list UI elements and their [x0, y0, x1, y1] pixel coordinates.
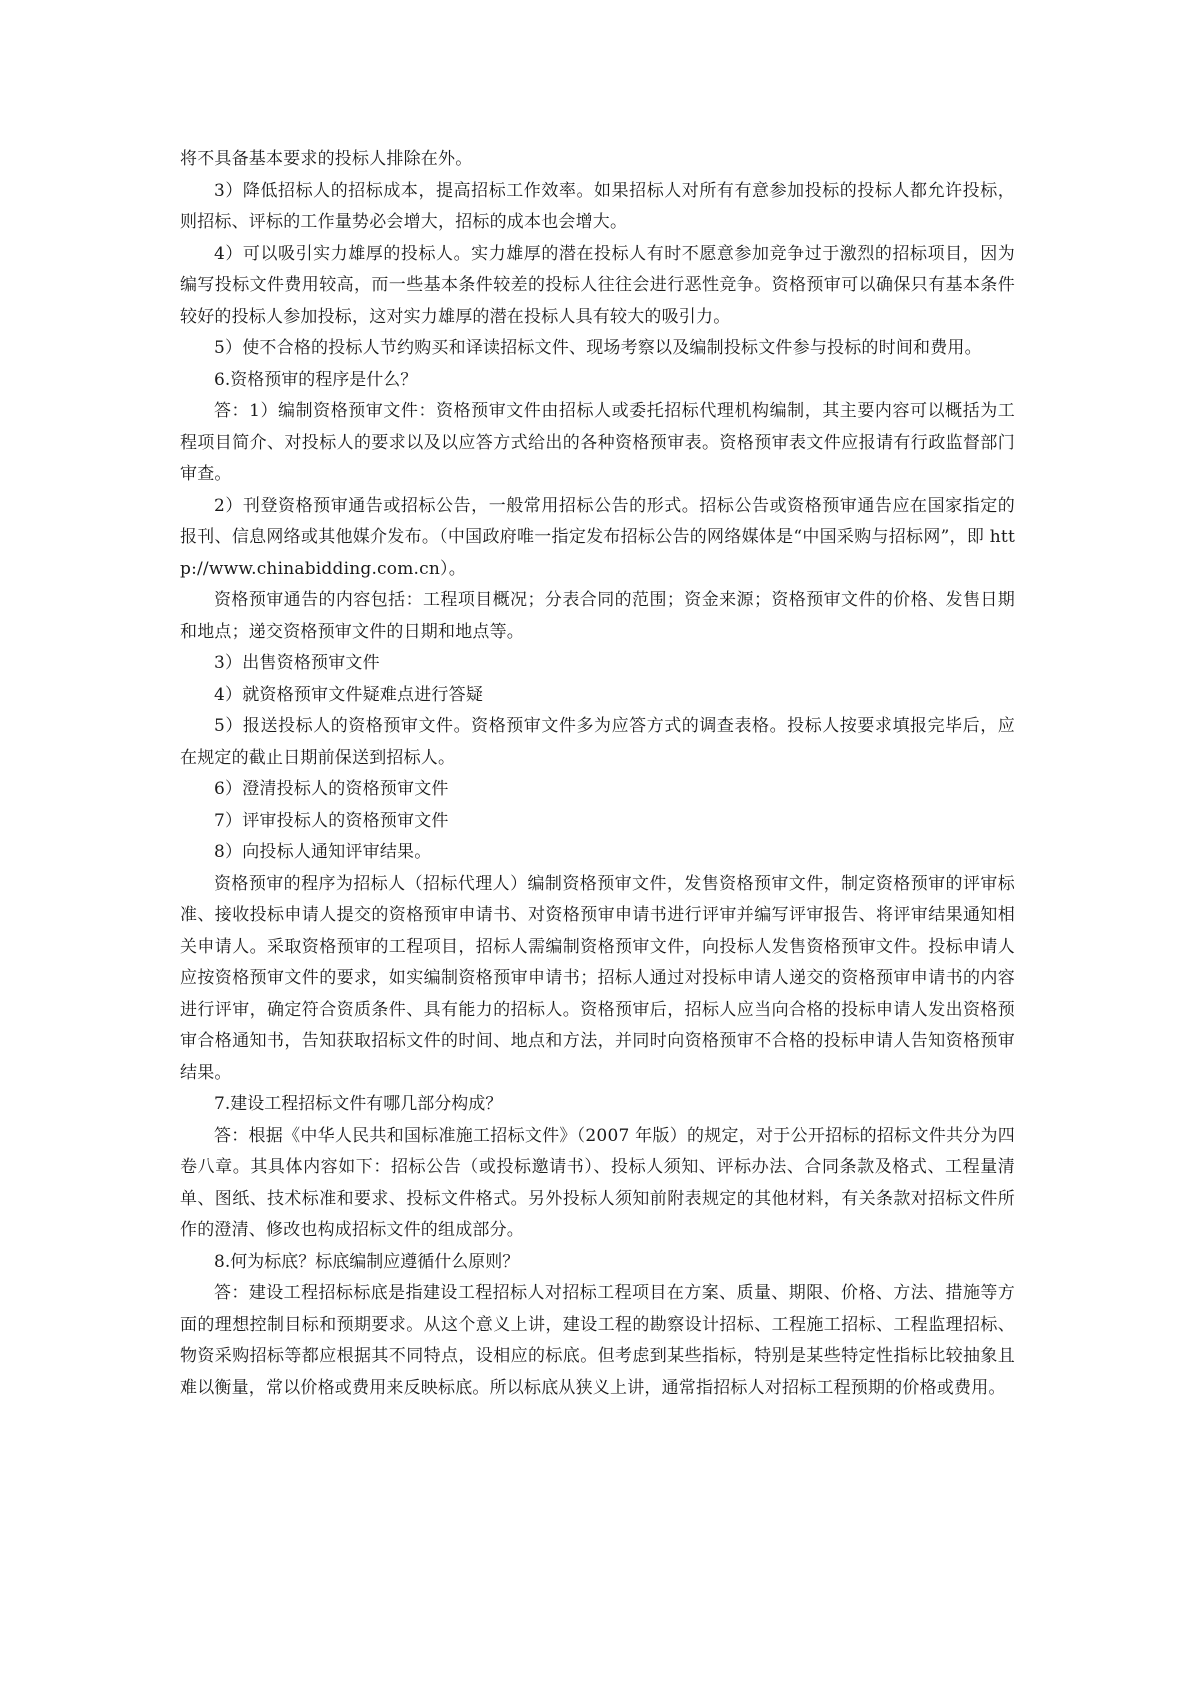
paragraph: 2）刊登资格预审通告或招标公告，一般常用招标公告的形式。招标公告或资格预审通告应在国家指定的报刊、信息网络或其他媒介发布。（中国政府唯一指定发布招标公告的网络媒体是“中国采购与招标网”，即 http://www.chinabidding.com.cn）。: [180, 495, 1015, 579]
paragraph: 6）澄清投标人的资格预审文件: [214, 779, 449, 799]
paragraph: 4）可以吸引实力雄厚的投标人。实力雄厚的潜在投标人有时不愿意参加竞争过于激烈的招标项目，因为编写投标文件费用较高，而一些基本条件较差的投标人往往会进行恶性竞争。资格预审可以确保只有基本条件较好的投标人参加投标，这对实力雄厚的潜在投标人具有较大的吸引力。: [180, 243, 1015, 327]
paragraph: 将不具备基本要求的投标人排除在外。: [180, 149, 473, 169]
paragraph: 资格预审通告的内容包括：工程项目概况；分表合同的范围；资金来源；资格预审文件的价格、发售日期和地点；递交资格预审文件的日期和地点等。: [180, 590, 1015, 642]
paragraph: 资格预审的程序为招标人（招标代理人）编制资格预审文件，发售资格预审文件，制定资格预审的评审标准、接收投标申请人提交的资格预审申请书、对资格预审申请书进行评审并编写评审报告、将评审结果通知相关申请人。采取资格预审的工程项目，招标人需编制资格预审文件，向投标人发售资格预审文件。投标申请人应按资格预审文件的要求，如实编制资格预审申请书；招标人通过对投标申请人递交的资格预审申请书的内容进行评审，确定符合资质条件、具有能力的招标人。资格预审后，招标人应当向合格的投标申请人发出资格预审合格通知书，告知获取招标文件的时间、地点和方法，并同时向资格预审不合格的投标申请人告知资格预审结果。: [180, 873, 1015, 1083]
paragraph: 8）向投标人通知评审结果。: [214, 842, 432, 862]
document-page: [180, 144, 1015, 1404]
paragraph: 5）使不合格的投标人节约购买和译读招标文件、现场考察以及编制投标文件参与投标的时间和费用。: [214, 338, 982, 358]
paragraph: 7）评审投标人的资格预审文件: [214, 810, 449, 831]
paragraph: 4）就资格预审文件疑难点进行答疑: [214, 684, 484, 705]
paragraph: 答：1）编制资格预审文件：资格预审文件由招标人或委托招标代理机构编制，其主要内容可以概括为工程项目简介、对投标人的要求以及以应答方式给出的各种资格预审表。资格预审表文件应报请有行政监督部门审查。: [180, 401, 1015, 484]
paragraph: 5）报送投标人的资格预审文件。资格预审文件多为应答方式的调查表格。投标人按要求填报完毕后，应在规定的截止日期前保送到招标人。: [180, 716, 1015, 768]
paragraph: 答：建设工程招标标底是指建设工程招标人对招标工程项目在方案、质量、期限、价格、方法、措施等方面的理想控制目标和预期要求。从这个意义上讲，建设工程的勘察设计招标、工程施工招标、工程监理招标、物资采购招标等都应根据其不同特点，设相应的标底。但考虑到某些指标，特别是某些特定性指标比较抽象且难以衡量，常以价格或费用来反映标底。所以标底从狭义上讲，通常指招标人对招标工程预期的价格或费用。: [180, 1283, 1015, 1398]
paragraph: 答：根据《中华人民共和国标准施工招标文件》（2007 年版）的规定，对于公开招标的招标文件共分为四卷八章。其具体内容如下：招标公告（或投标邀请书）、投标人须知、评标办法、合同条款及格式、工程量清单、图纸、技术标准和要求、投标文件格式。另外投标人须知前附表规定的其他材料，有关条款对招标文件所作的澄清、修改也构成招标文件的组成部分。: [180, 1125, 1015, 1240]
question-heading: 8.何为标底？标底编制应遵循什么原则？: [214, 1251, 520, 1272]
question-heading: 7.建设工程招标文件有哪几部分构成？: [214, 1094, 503, 1114]
paragraph: 3）出售资格预审文件: [214, 653, 380, 673]
paragraph: 3）降低招标人的招标成本，提高招标工作效率。如果招标人对所有有意参加投标的投标人都允许投标，则招标、评标的工作量势必会增大，招标的成本也会增大。: [180, 180, 1015, 232]
question-heading: 6.资格预审的程序是什么？: [214, 369, 418, 390]
